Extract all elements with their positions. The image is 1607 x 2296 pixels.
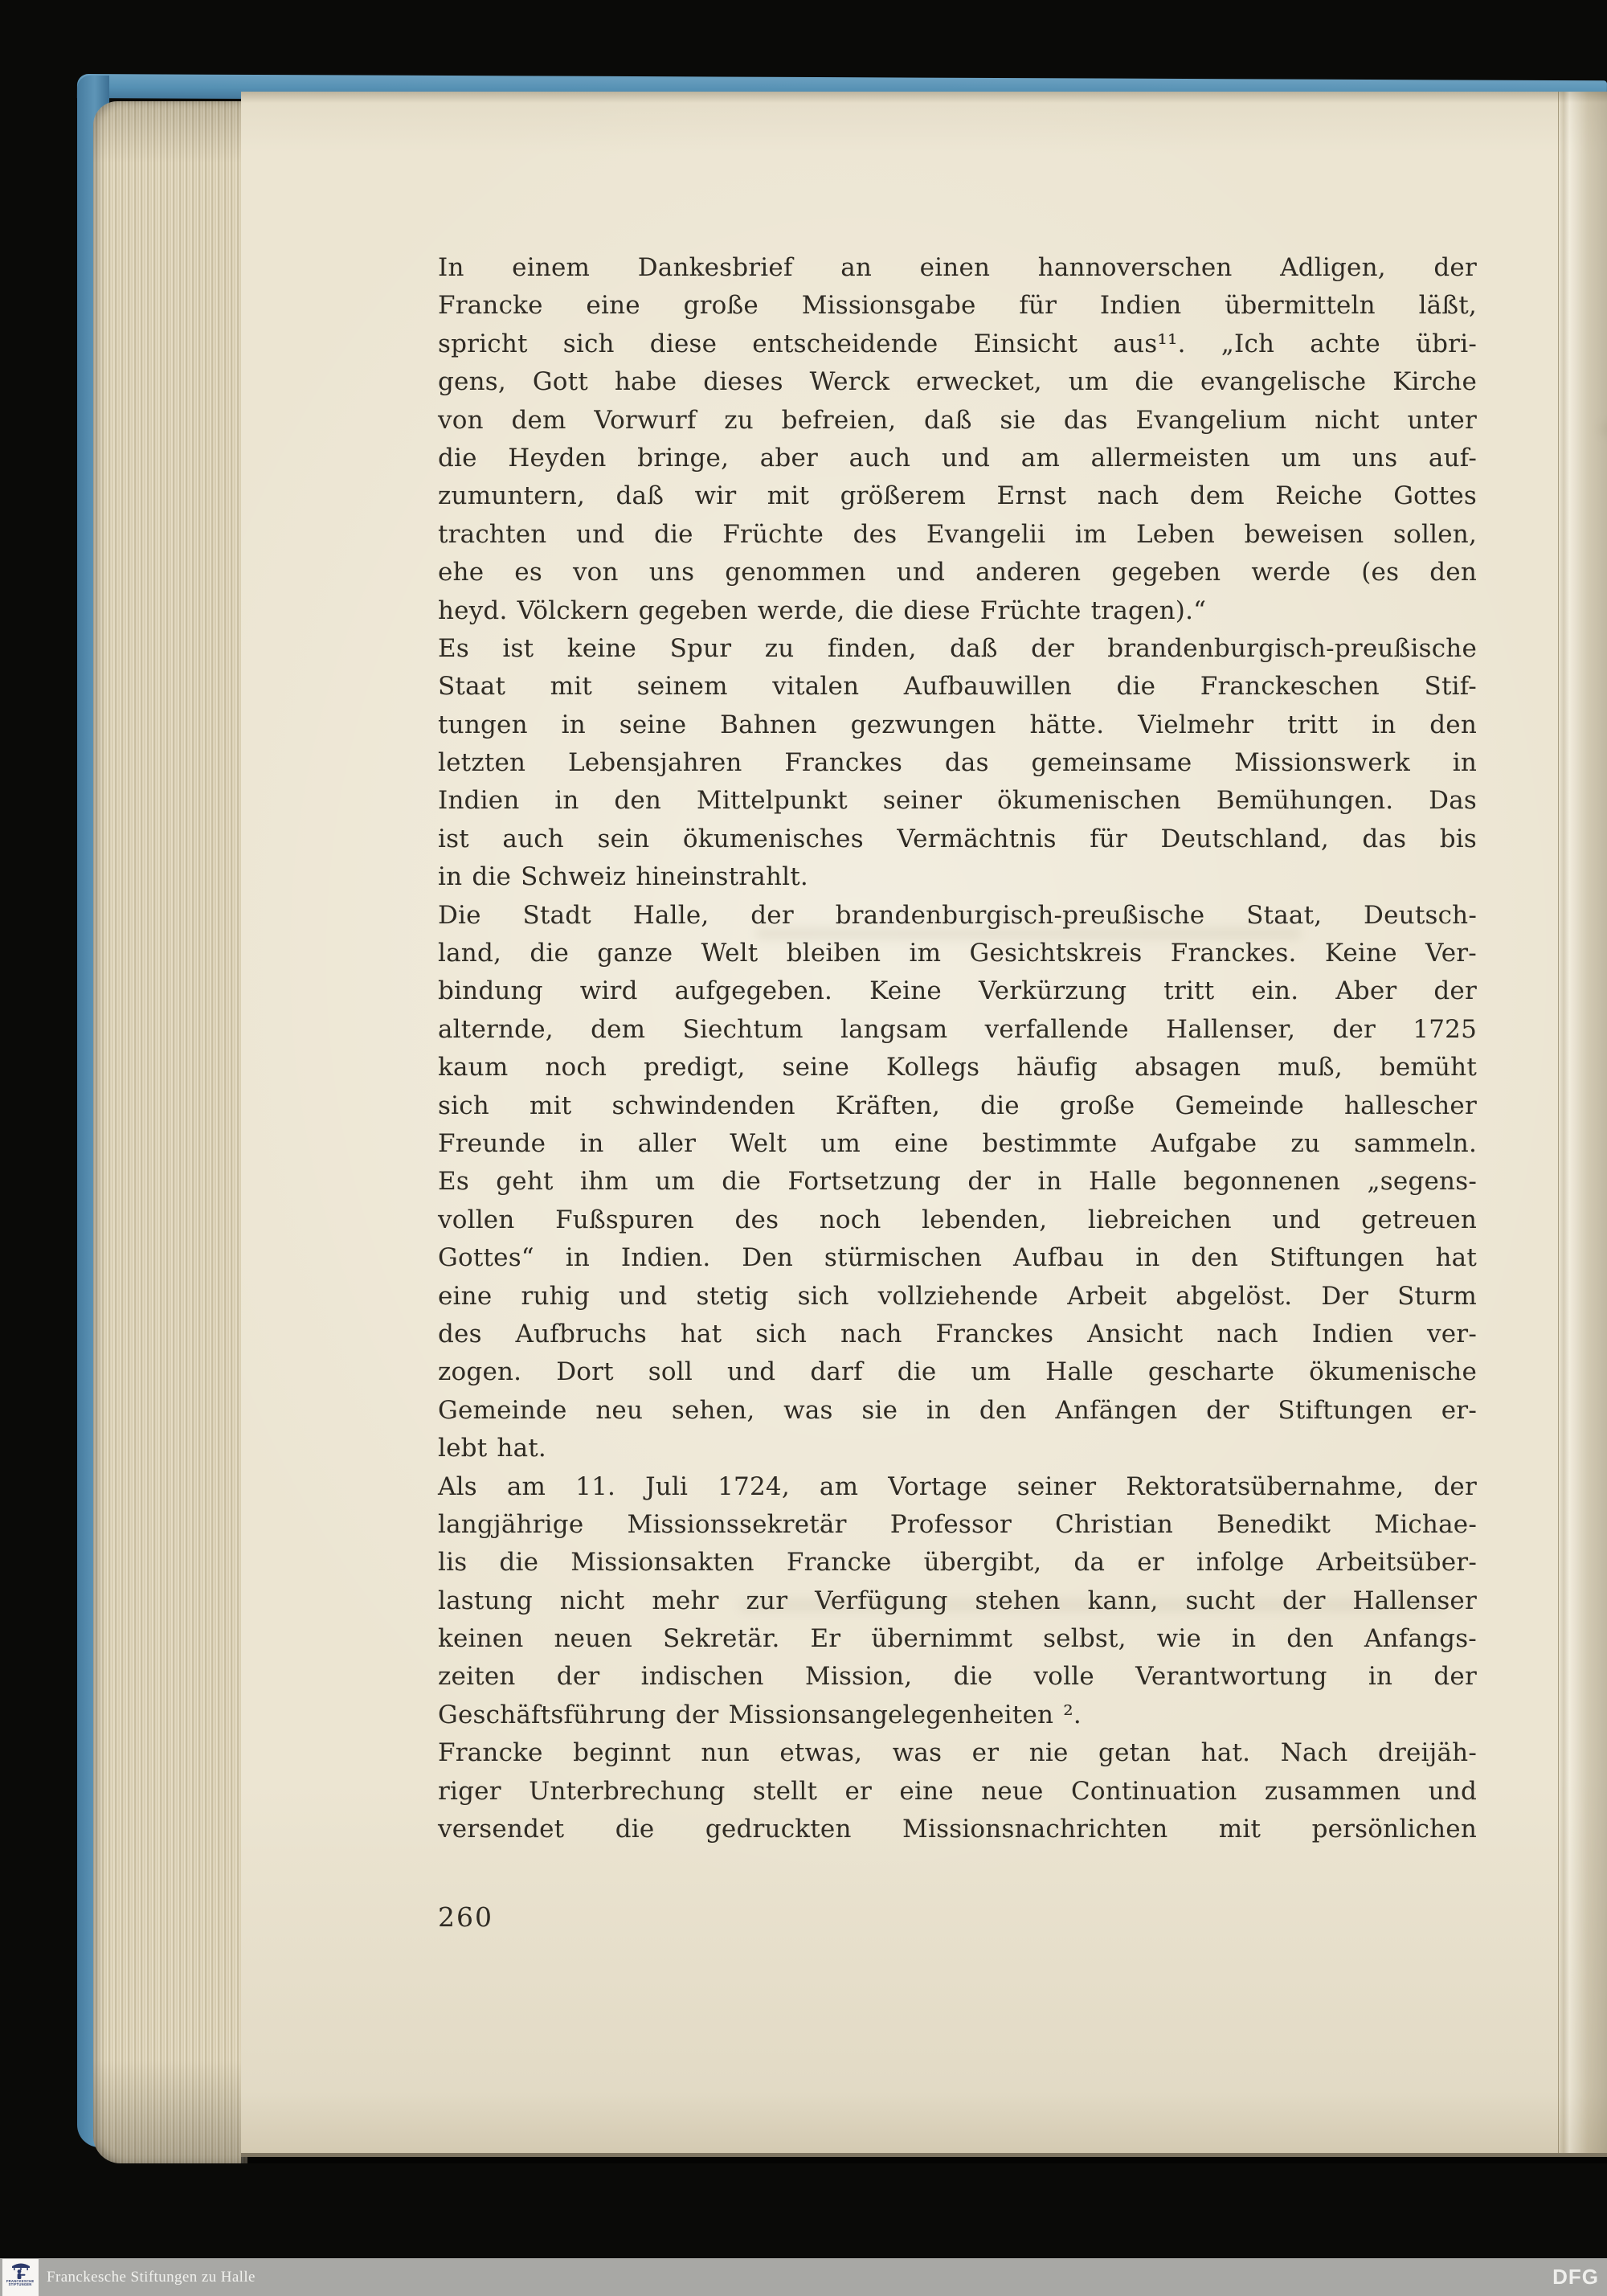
text-line: Als am 11. Juli 1724, am Vortage seiner Rektoratsübernahme, der <box>438 1471 1477 1501</box>
text-line: Es geht ihm um die Fortsetzung der in Halle begonnenen „segens- <box>438 1167 1477 1197</box>
text-line: die Heyden bringe, aber auch und am allermeisten um uns auf- <box>438 443 1477 473</box>
franckesche-stiftungen-logo[interactable] <box>2 2259 39 2296</box>
page-number: 260 <box>438 1901 493 1933</box>
text-line: sich mit schwindenden Kräften, die große Gemeinde hallescher <box>438 1091 1477 1120</box>
text-line: Indien in den Mittelpunkt seiner ökumenischen Bemühungen. Das <box>438 786 1477 816</box>
book-page <box>241 92 1607 2157</box>
text-line: Es ist keine Spur zu finden, daß der brandenburgisch-preußische <box>438 633 1477 663</box>
text-line: in die Schweiz hineinstrahlt. <box>438 862 808 892</box>
text-line: lastung nicht mehr zur Verfügung stehen kann, sucht der Hallenser <box>438 1586 1477 1615</box>
text-line: versendet die gedruckten Missionsnachrichten mit persönlichen <box>438 1815 1477 1844</box>
text-line: lis die Missionsakten Francke übergibt, da er infolge Arbeitsüber- <box>438 1548 1477 1578</box>
text-line: zogen. Dort soll und darf die um Halle gescharte ökumenische <box>438 1357 1477 1387</box>
text-line: heyd. Völckern gegeben werde, die diese Früchte tragen).“ <box>438 595 1207 625</box>
text-line: Freunde in aller Welt um eine bestimmte Aufgabe zu sammeln. <box>438 1128 1477 1158</box>
text-line: des Aufbruchs hat sich nach Franckes Ansicht nach Indien ver- <box>438 1319 1477 1349</box>
text-line: Geschäftsführung der Missionsangelegenheiten ². <box>438 1700 1082 1729</box>
franckesche-logo-icon <box>10 2261 31 2280</box>
text-line: letzten Lebensjahren Franckes das gemeinsame Missionswerk in <box>438 748 1477 778</box>
text-line: von dem Vorwurf zu befreien, daß sie das Evangelium nicht unter <box>438 405 1477 435</box>
text-line: spricht sich diese entscheidende Einsicht aus¹¹. „Ich achte übri- <box>438 329 1477 358</box>
text-line: kaum noch predigt, seine Kollegs häufig absagen muß, bemüht <box>438 1053 1477 1083</box>
text-line: land, die ganze Welt bleiben im Gesichtskreis Franckes. Keine Ver- <box>438 939 1477 968</box>
text-line: eine ruhig und stetig sich vollziehende Arbeit abgelöst. Der Sturm <box>438 1281 1477 1311</box>
text-line: ehe es von uns genommen und anderen gegeben werde (es den <box>438 558 1477 587</box>
text-line: trachten und die Früchte des Evangelii im Leben beweisen sollen, <box>438 519 1477 549</box>
text-line: keinen neuen Sekretär. Er übernimmt selbst, wie in den Anfangs- <box>438 1624 1477 1654</box>
text-line: tungen in seine Bahnen gezwungen hätte. Vielmehr tritt in den <box>438 710 1477 739</box>
library-name-label: Franckesche Stiftungen zu Halle <box>47 2268 256 2286</box>
text-line: ist auch sein ökumenisches Vermächtnis für Deutschland, das bis <box>438 824 1477 853</box>
text-line: Gottes“ in Indien. Den stürmischen Aufbau in den Stiftungen hat <box>438 1243 1477 1273</box>
text-line: zeiten der indischen Mission, die volle Verantwortung in der <box>438 1662 1477 1692</box>
text-line: langjährige Missionssekretär Professor Christian Benedikt Michae- <box>438 1509 1477 1539</box>
text-line: zumuntern, daß wir mit größerem Ernst nach dem Reiche Gottes <box>438 481 1477 511</box>
text-line: Die Stadt Halle, der brandenburgisch-preußische Staat, Deutsch- <box>438 900 1477 930</box>
text-line: Gemeinde neu sehen, was sie in den Anfängen der Stiftungen er- <box>438 1395 1477 1425</box>
dfg-logo[interactable]: DFG <box>1552 2265 1599 2289</box>
page-text-block <box>438 249 1477 1848</box>
text-line: riger Unterbrechung stellt er eine neue Continuation zusammen und <box>438 1776 1477 1806</box>
text-line: Francke beginnt nun etwas, was er nie getan hat. Nach dreijäh- <box>438 1738 1477 1768</box>
text-line: Francke eine große Missionsgabe für Indien übermitteln läßt, <box>438 291 1477 321</box>
logo-caption: FRANCKESCHE STIFTUNGEN <box>6 2279 35 2287</box>
text-line: vollen Fußspuren des noch lebenden, liebreichen und getreuen <box>438 1205 1477 1234</box>
text-line: Staat mit seinem vitalen Aufbauwillen die Franckeschen Stif- <box>438 672 1477 702</box>
text-line: lebt hat. <box>438 1434 546 1463</box>
text-line: gens, Gott habe dieses Werck erwecket, um die evangelische Kirche <box>438 367 1477 397</box>
page-stack-fore-edge <box>93 101 247 2163</box>
viewer-footer-bar <box>0 2258 1607 2296</box>
text-line: bindung wird aufgegeben. Keine Verkürzung tritt ein. Aber der <box>438 976 1477 1006</box>
show-through-smudge <box>1599 423 1607 436</box>
text-line: In einem Dankesbrief an einen hannoverschen Adligen, der <box>438 253 1477 282</box>
text-line: alternde, dem Siechtum langsam verfallende Hallenser, der 1725 <box>438 1014 1477 1044</box>
